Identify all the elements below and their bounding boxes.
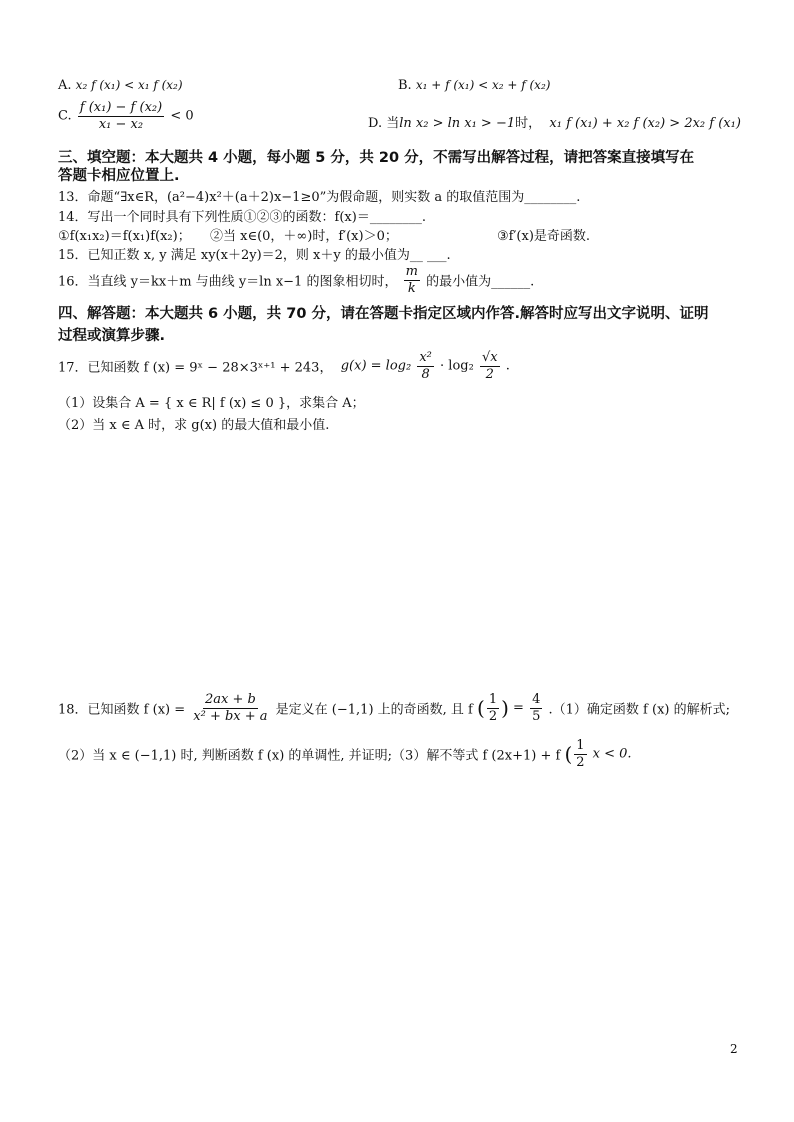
question-14: 14．写出一个同时具有下列性质①②③的函数：f(x)＝________. <box>58 210 426 225</box>
question-17: 17．已知函数 f (x) = 9ˣ − 28×3ˣ⁺¹ + 243， g(x) = log₂ $\frac{\text{x²}}{8}$ · log₂ $\frac{√x}{2}$ . <box>58 350 510 382</box>
question-17-part-1: （1）设集合 A = { x ∈ R| f (x) ≤ 0 }，求集合 A； <box>58 396 365 411</box>
page-number: 2 <box>730 1042 738 1056</box>
question-14-prop-3: ③f′(x)是奇函数. <box>497 229 591 244</box>
question-14-prop-1: ①f(x₁x₂)＝f(x₁)f(x₂)； <box>58 229 191 244</box>
choice-a: A. x₂ f (x₁) < x₁ f (x₂) <box>58 78 183 93</box>
question-15: 15．已知正数 x, y 满足 xy(x＋2y)＝2，则 x＋y 的最小值为__ ___. <box>58 248 451 263</box>
question-18: 18．已知函数 f (x) = $\frac{2ax + b}{\text{x² + bx + a}}$ 是定义在 (−1,1) 上的奇函数, 且 f ( $\frac{1}{2}$ ) = $\frac{4}{5}$ .（1）确定函数 f (x) 的解析式; <box>58 692 730 724</box>
choice-c-fraction: $\frac{\text{f (x₁) − f (x₂)}}{\text{x₁ − x₂}}$ <box>79 100 163 132</box>
section-4-heading-line2: 过程或演算步骤. <box>58 328 166 344</box>
question-16: 16．当直线 y＝kx＋m 与曲线 y＝ln x−1 的图象相切时， $\frac{m}{k}$ 的最小值为______. <box>58 264 535 296</box>
question-17-part-2: （2）当 x ∈ A 时，求 g(x) 的最大值和最小值. <box>58 418 330 433</box>
question-13: 13．命题“∃x∈R，(a²−4)x²＋(a＋2)x−1≥0”为假命题，则实数 a 的取值范围为________. <box>58 190 581 205</box>
section-4-heading-line1: 四、解答题：本大题共 6 小题，共 70 分，请在答题卡指定区域内作答.解答时应写出文字说明、证明 <box>58 306 709 322</box>
choice-b: B. x₁ + f (x₁) < x₂ + f (x₂) <box>398 78 551 93</box>
section-3-heading-line1: 三、填空题：本大题共 4 小题，每小题 5 分，共 20 分，不需写出解答过程，请把答案直接填写在 <box>58 150 695 166</box>
question-14-prop-2: ②当 x∈(0，＋∞)时，f′(x)＞0； <box>210 229 398 244</box>
choice-c: C. $\frac{\text{f (x₁) − f (x₂)}}{\text{x₁ − x₂}}$ < 0 <box>58 100 194 132</box>
choice-d: D. 当ln x₂ > ln x₁ > −1时， x₁ f (x₁) + x₂ f (x₂) > 2x₂ f (x₁) <box>368 116 741 131</box>
question-18-line-2: （2）当 x ∈ (−1,1) 时, 判断函数 f (x) 的单调性, 并证明;（3）解不等式 f (2x+1) + f ( $\frac{1}{2}$ x < 0. <box>58 738 632 770</box>
section-3-heading-line2: 答题卡相应位置上. <box>58 168 180 184</box>
